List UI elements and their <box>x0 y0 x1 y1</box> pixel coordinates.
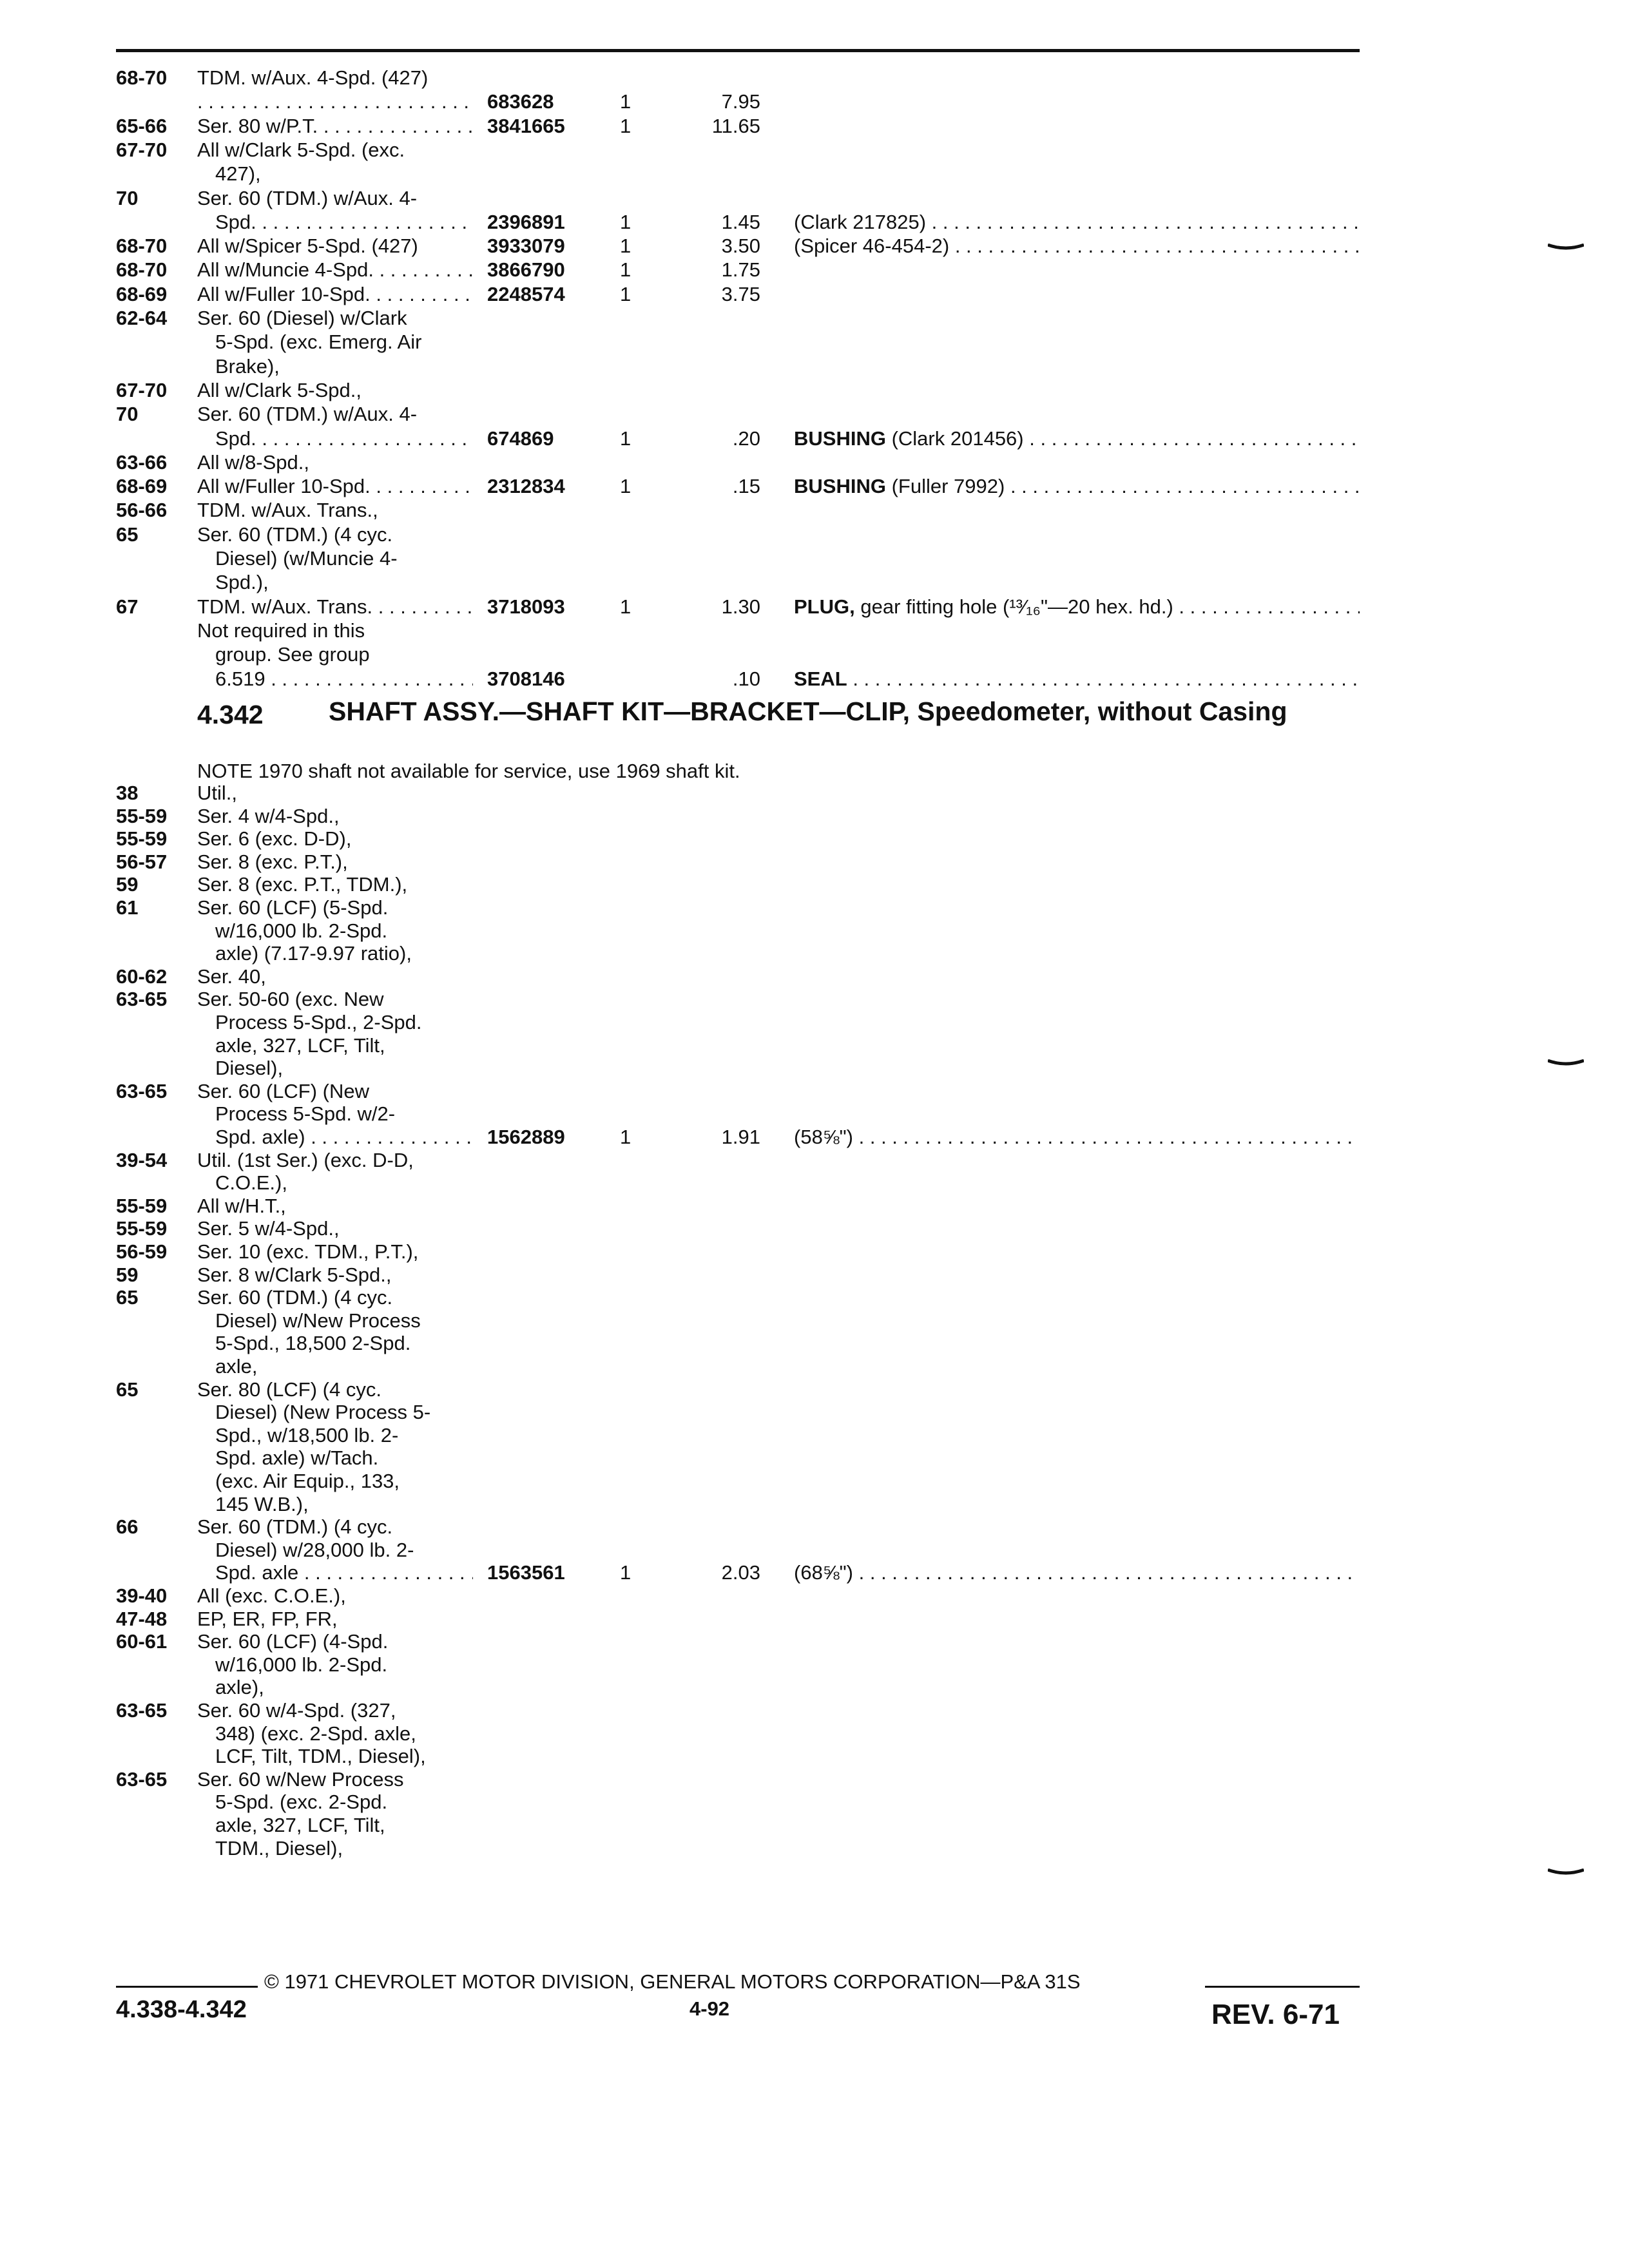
part-detail <box>794 1125 1360 1149</box>
parts-row <box>0 872 1629 897</box>
application-description: All w/Muncie 4-Spd. . . . <box>197 258 473 282</box>
application-description: All w/Fuller 10-Spd. . . . <box>197 474 473 499</box>
model-years: 63-66 <box>116 450 168 474</box>
application-description: Ser. 10 (exc. TDM., P.T.), <box>197 1240 419 1263</box>
application-description: Process 5-Spd. w/2- <box>215 1102 396 1126</box>
quantity: 1 <box>620 1126 631 1148</box>
parts-row <box>0 90 1629 114</box>
quantity: 1 <box>620 90 631 113</box>
parts-row <box>0 781 1629 805</box>
application-description: Ser. 80 (LCF) (4 cyc. <box>197 1378 381 1401</box>
application-description: axle) (7.17-9.97 ratio), <box>215 942 412 965</box>
parts-row <box>0 234 1629 258</box>
application-description: Spd. axle) w/Tach. <box>215 1446 379 1470</box>
price: 1.45 <box>721 210 760 233</box>
application-description: Ser. 60 (LCF) (New <box>197 1079 370 1102</box>
application-description: Spd., w/18,500 lb. 2- <box>215 1423 399 1446</box>
parts-row <box>0 523 1629 547</box>
model-years: 68-69 <box>116 282 168 305</box>
model-years: 56-57 <box>116 850 168 873</box>
model-years: 65 <box>116 523 139 546</box>
application-description: Process 5-Spd., 2-Spd. <box>215 1011 422 1033</box>
application-description: Ser. 8 (exc. P.T.), <box>197 850 348 873</box>
application-description: 145 W.B.), <box>215 1492 309 1515</box>
model-years: 60-61 <box>116 1630 168 1653</box>
parts-row <box>0 941 1629 966</box>
application-description: Ser. 6 (exc. D-D), <box>197 827 352 850</box>
parts-row <box>0 987 1629 1012</box>
quantity: 1 <box>620 427 631 450</box>
copyright-text: © 1971 CHEVROLET MOTOR DIVISION, GENERAL MOTORS CORPORATION—P&A 31S <box>264 1970 1081 1993</box>
application-description: 5-Spd. (exc. 2-Spd. <box>215 1791 388 1814</box>
parts-row <box>0 474 1629 499</box>
application-description: TDM. w/Aux. Trans., <box>197 499 378 522</box>
parts-row <box>0 498 1629 523</box>
parts-row <box>0 1469 1629 1494</box>
application-description: Diesel) w/28,000 lb. 2- <box>215 1538 414 1561</box>
application-description: Ser. 40, <box>197 965 266 988</box>
parts-row <box>0 1354 1629 1379</box>
model-years: 67-70 <box>116 138 168 161</box>
model-years: 67-70 <box>116 378 168 401</box>
price: 3.50 <box>721 235 760 258</box>
application-description: Spd.), <box>215 571 269 594</box>
parts-row <box>0 114 1629 139</box>
parts-row <box>0 827 1629 851</box>
application-description: All w/H.T., <box>197 1194 286 1217</box>
application-description: 6.519 . . . <box>215 667 473 691</box>
price: 1.91 <box>721 1126 760 1148</box>
model-years: 55-59 <box>116 1194 168 1217</box>
parts-row <box>0 1629 1629 1654</box>
application-description: Ser. 60 (TDM.) (4 cyc. <box>197 523 393 546</box>
model-years: 63-65 <box>116 1079 168 1102</box>
application-description: Ser. 60 w/New Process <box>197 1767 404 1791</box>
parts-row <box>0 1285 1629 1310</box>
part-detail <box>794 1561 1360 1585</box>
parts-row <box>0 1607 1629 1631</box>
part-number: 3841665 <box>487 114 565 137</box>
price: .20 <box>732 427 760 450</box>
application-description: Diesel) w/New Process <box>215 1309 421 1332</box>
parts-row <box>0 1584 1629 1608</box>
section-note: NOTE 1970 shaft not available for service, use 1969 shaft kit. <box>197 760 740 782</box>
application-description: axle, 327, LCF, Tilt, <box>215 1033 385 1057</box>
section-number: 4.342 <box>197 700 264 729</box>
parts-row <box>0 402 1629 427</box>
parts-row <box>0 162 1629 186</box>
part-number: 683628 <box>487 90 554 113</box>
price: 7.95 <box>721 90 760 113</box>
model-years: 70 <box>116 186 139 209</box>
parts-row <box>0 1653 1629 1677</box>
part-spec: (Fuller 7992) <box>891 475 1005 498</box>
model-years: 38 <box>116 782 139 804</box>
part-name: SEAL <box>794 667 847 690</box>
price: 3.75 <box>721 282 760 305</box>
page-number: 4-92 <box>689 1997 730 2020</box>
parts-row <box>0 378 1629 403</box>
parts-row <box>0 804 1629 829</box>
application-description: TDM. w/Aux. Trans. . . . <box>197 595 473 619</box>
parts-row <box>0 210 1629 235</box>
parts-row <box>0 1813 1629 1838</box>
part-number: 3933079 <box>487 235 565 258</box>
parts-row <box>0 1102 1629 1126</box>
application-description: 427), <box>215 162 261 186</box>
application-description: Ser. 60 (TDM.) (4 cyc. <box>197 1515 393 1539</box>
parts-row <box>0 1561 1629 1585</box>
application-description: Ser. 4 w/4-Spd., <box>197 804 340 827</box>
model-years: 56-66 <box>116 499 168 522</box>
parts-row <box>0 1790 1629 1814</box>
parts-row <box>0 1010 1629 1035</box>
model-years: 55-59 <box>116 804 168 827</box>
parts-row <box>0 1767 1629 1792</box>
parts-row <box>0 138 1629 162</box>
quantity: 1 <box>620 114 631 137</box>
application-description: w/16,000 lb. 2-Spd. <box>215 919 388 942</box>
application-description <box>197 90 473 114</box>
part-detail <box>794 210 1360 235</box>
application-description: axle, 327, LCF, Tilt, <box>215 1814 385 1836</box>
section-range: 4.338-4.342 <box>116 1996 247 2023</box>
parts-row <box>0 1240 1629 1264</box>
price: .15 <box>732 475 760 498</box>
part-detail <box>794 667 1360 691</box>
part-detail <box>794 474 1360 499</box>
application-description: axle, <box>215 1355 258 1378</box>
parts-row <box>0 1538 1629 1562</box>
model-years: 39-40 <box>116 1584 168 1607</box>
binding-hole-mark-top <box>1548 244 1584 250</box>
parts-row <box>0 1331 1629 1356</box>
application-description: Ser. 60 (Diesel) w/Clark <box>197 307 407 329</box>
part-number: 674869 <box>487 427 554 450</box>
model-years: 55-59 <box>116 1217 168 1240</box>
parts-row <box>0 427 1629 451</box>
application-description: Spd. . . . <box>215 427 473 451</box>
part-spec: (58⅝") <box>794 1126 853 1148</box>
model-years: 68-69 <box>116 475 168 498</box>
part-spec: (68⅝") <box>794 1561 853 1584</box>
model-years: 65 <box>116 1378 139 1401</box>
model-years: 63-65 <box>116 988 168 1011</box>
application-description: All w/Fuller 10-Spd. . . . <box>197 282 473 307</box>
quantity: 1 <box>620 1561 631 1584</box>
parts-row <box>0 896 1629 920</box>
model-years: 59 <box>116 1263 139 1286</box>
model-years: 59 <box>116 873 139 896</box>
application-description: Ser. 60 (TDM.) (4 cyc. <box>197 1286 393 1309</box>
application-description: group. See group <box>215 643 370 666</box>
part-number: 1562889 <box>487 1126 565 1148</box>
binding-hole-mark-bottom <box>1548 1869 1584 1875</box>
part-detail <box>794 595 1360 619</box>
part-number: 2396891 <box>487 210 565 233</box>
part-spec: (Spicer 46-454-2) <box>794 235 950 258</box>
parts-row <box>0 570 1629 595</box>
price: 1.30 <box>721 595 760 618</box>
parts-row <box>0 1675 1629 1700</box>
part-spec: (Clark 201456) <box>891 427 1024 450</box>
part-number: 1563561 <box>487 1561 565 1584</box>
part-name: BUSHING <box>794 427 886 450</box>
part-detail <box>794 234 1360 258</box>
application-description: All (exc. C.O.E.), <box>197 1584 346 1607</box>
part-number: 2312834 <box>487 475 565 498</box>
price: 1.75 <box>721 258 760 282</box>
application-description: Ser. 8 w/Clark 5-Spd., <box>197 1263 392 1286</box>
parts-row <box>0 1744 1629 1769</box>
model-years: 70 <box>116 403 139 426</box>
application-description: Ser. 60 (LCF) (5-Spd. <box>197 896 389 919</box>
application-description: Ser. 60 (LCF) (4-Spd. <box>197 1630 389 1653</box>
parts-row <box>0 1722 1629 1746</box>
application-description: Ser. 50-60 (exc. New <box>197 988 384 1011</box>
model-years: 65 <box>116 1286 139 1309</box>
application-description: Ser. 60 (TDM.) w/Aux. 4- <box>197 403 418 426</box>
model-years: 68-70 <box>116 66 168 89</box>
parts-row <box>0 1400 1629 1425</box>
price: .10 <box>732 667 760 690</box>
part-detail <box>794 427 1360 451</box>
parts-row <box>0 1125 1629 1149</box>
model-years: 68-70 <box>116 258 168 282</box>
parts-row <box>0 282 1629 307</box>
parts-row <box>0 619 1629 643</box>
part-spec: gear fitting hole (¹³⁄₁₆"—20 hex. hd.) <box>860 595 1173 618</box>
parts-row <box>0 965 1629 989</box>
quantity: 1 <box>620 282 631 305</box>
parts-row <box>0 186 1629 211</box>
application-description: Ser. 8 (exc. P.T., TDM.), <box>197 873 408 896</box>
parts-row <box>0 1079 1629 1104</box>
application-description: Not required in this <box>197 619 365 642</box>
price: 11.65 <box>711 114 760 137</box>
application-description: Spd. axle) . . . <box>215 1125 473 1149</box>
application-description: Util. (1st Ser.) (exc. D-D, <box>197 1148 414 1171</box>
application-description: Diesel) (w/Muncie 4- <box>215 547 398 570</box>
application-description: All w/Clark 5-Spd. (exc. <box>197 138 405 161</box>
parts-row <box>0 1171 1629 1195</box>
model-years: 47-48 <box>116 1607 168 1630</box>
quantity: 1 <box>620 210 631 233</box>
parts-row <box>0 1698 1629 1723</box>
application-description: Spd. . . . <box>215 210 473 235</box>
application-description: w/16,000 lb. 2-Spd. <box>215 1653 388 1676</box>
application-description: Diesel) (New Process 5- <box>215 1401 431 1424</box>
parts-row <box>0 330 1629 354</box>
model-years: 68-70 <box>116 235 168 258</box>
quantity: 1 <box>620 595 631 618</box>
parts-row <box>0 1515 1629 1539</box>
model-years: 65-66 <box>116 114 168 137</box>
application-description: Ser. 80 w/P.T. . . . <box>197 114 473 139</box>
binding-hole-mark-middle <box>1548 1059 1584 1066</box>
quantity: 1 <box>620 258 631 282</box>
application-description: Ser. 60 w/4-Spd. (327, <box>197 1699 396 1722</box>
part-name: PLUG, <box>794 595 855 618</box>
application-description: axle), <box>215 1676 264 1699</box>
part-number: 3866790 <box>487 258 565 282</box>
part-number: 3718093 <box>487 595 565 618</box>
model-years: 66 <box>116 1515 139 1539</box>
parts-row <box>0 450 1629 475</box>
parts-row <box>0 919 1629 943</box>
application-description: C.O.E.), <box>215 1171 287 1195</box>
application-description: LCF, Tilt, TDM., Diesel), <box>215 1745 426 1768</box>
parts-row <box>0 1194 1629 1218</box>
model-years: 55-59 <box>116 827 168 850</box>
application-description: TDM. w/Aux. 4-Spd. (427) <box>197 66 429 89</box>
application-description: TDM., Diesel), <box>215 1836 343 1860</box>
part-number: 3708146 <box>487 667 565 690</box>
model-years: 60-62 <box>116 965 168 988</box>
application-description: All w/8-Spd., <box>197 450 310 474</box>
model-years: 62-64 <box>116 307 168 329</box>
parts-row <box>0 546 1629 571</box>
application-description: All w/Clark 5-Spd., <box>197 378 361 401</box>
model-years: 61 <box>116 896 139 919</box>
footer-rule-right <box>1205 1986 1360 1988</box>
parts-row <box>0 1309 1629 1333</box>
application-description: All w/Spicer 5-Spd. (427) <box>197 235 418 258</box>
parts-row <box>0 1423 1629 1448</box>
parts-row <box>0 667 1629 691</box>
parts-row <box>0 1263 1629 1287</box>
parts-row <box>0 1216 1629 1241</box>
application-description: EP, ER, FP, FR, <box>197 1607 338 1630</box>
section-title: SHAFT ASSY.—SHAFT KIT—BRACKET—CLIP, Speedometer, without Casing <box>329 697 1287 726</box>
application-description: Diesel), <box>215 1057 284 1080</box>
parts-row <box>0 306 1629 331</box>
model-years: 63-65 <box>116 1699 168 1722</box>
parts-row <box>0 850 1629 874</box>
part-name: BUSHING <box>794 475 886 498</box>
application-description: Ser. 60 (TDM.) w/Aux. 4- <box>197 186 418 209</box>
price: 2.03 <box>721 1561 760 1584</box>
revision-label: REV. 6-71 <box>1211 1999 1340 2030</box>
model-years: 63-65 <box>116 1767 168 1791</box>
quantity: 1 <box>620 475 631 498</box>
application-description: Ser. 5 w/4-Spd., <box>197 1217 340 1240</box>
parts-row <box>0 258 1629 282</box>
model-years: 39-54 <box>116 1148 168 1171</box>
parts-row <box>0 1056 1629 1081</box>
part-spec: (Clark 217825) <box>794 210 927 233</box>
parts-row <box>0 1378 1629 1402</box>
parts-row <box>0 1492 1629 1517</box>
application-description: Brake), <box>215 354 280 378</box>
part-number: 2248574 <box>487 282 565 305</box>
parts-row <box>0 354 1629 379</box>
top-rule <box>116 49 1360 52</box>
quantity: 1 <box>620 235 631 258</box>
application-description: (exc. Air Equip., 133, <box>215 1470 400 1492</box>
model-years: 67 <box>116 595 139 618</box>
parts-row <box>0 642 1629 667</box>
application-description: 5-Spd., 18,500 2-Spd. <box>215 1332 411 1355</box>
application-description: Util., <box>197 782 237 804</box>
application-description: 348) (exc. 2-Spd. axle, <box>215 1722 416 1745</box>
parts-row <box>0 1446 1629 1470</box>
parts-row <box>0 66 1629 90</box>
parts-row <box>0 595 1629 619</box>
footer-rule-left <box>116 1986 258 1988</box>
parts-row <box>0 1033 1629 1058</box>
application-description: 5-Spd. (exc. Emerg. Air <box>215 331 422 354</box>
parts-row <box>0 1148 1629 1173</box>
parts-row <box>0 1836 1629 1861</box>
application-description: Spd. axle . . . <box>215 1561 473 1585</box>
model-years: 56-59 <box>116 1240 168 1263</box>
